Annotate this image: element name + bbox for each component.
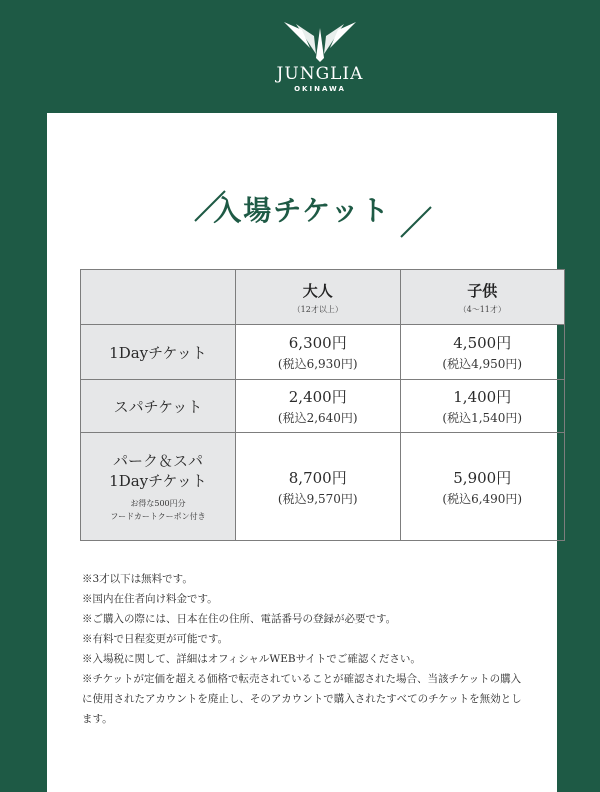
price-table xyxy=(80,269,565,541)
price-cell-child: 5,900円 (税込6,490円) xyxy=(400,433,565,541)
leaf-crest-icon xyxy=(280,18,360,62)
title-block xyxy=(47,181,557,251)
brand-sub: OKINAWA xyxy=(294,85,346,93)
row-label-line: パーク＆スパ xyxy=(112,451,203,470)
row-label-park-spa xyxy=(81,433,236,541)
price-cell-child: 4,500円 (税込4,950円) xyxy=(400,325,565,380)
table-row xyxy=(81,433,565,541)
ticket-card xyxy=(47,113,557,792)
table-header-row xyxy=(81,270,565,325)
brand-logo[interactable] xyxy=(270,18,370,102)
notes-list xyxy=(82,569,562,729)
page-title: 入場チケット xyxy=(213,194,391,227)
note-item: ※有料で日程変更が可能です。 xyxy=(82,633,229,645)
brand-name: JUNGLIA xyxy=(276,64,364,84)
column-header-adult: 大人 （12才以上） xyxy=(236,270,401,325)
table-row xyxy=(81,325,565,380)
note-item: ます。 xyxy=(82,713,113,725)
note-item: ※国内在住者向け料金です。 xyxy=(82,593,218,605)
note-item: ※3才以下は無料です。 xyxy=(82,573,193,585)
column-header-child: 子供 （4～11才） xyxy=(400,270,565,325)
row-label-1day: 1Dayチケット xyxy=(81,325,236,380)
row-label-line: 1Dayチケット xyxy=(109,471,207,490)
price-cell-adult: 6,300円 (税込6,930円) xyxy=(236,325,401,380)
note-item: ※入場税に関して、詳細はオフィシャルWEBサイトでご確認ください。 xyxy=(82,653,421,665)
header xyxy=(0,0,600,112)
note-item: ※チケットが定価を超える価格で転売されていることが確認された場合、当該チケットの購入 xyxy=(82,673,522,685)
header-blank-cell xyxy=(81,270,236,325)
row-label-spa: スパチケット xyxy=(81,380,236,433)
note-item: に使用されたアカウントを廃止し、そのアカウントで購入されたすべてのチケットを無効とし xyxy=(82,693,522,705)
price-cell-child: 1,400円 (税込1,540円) xyxy=(400,380,565,433)
note-item: ※ご購入の際には、日本在住の住所、電話番号の登録が必要です。 xyxy=(82,613,397,625)
price-cell-adult: 8,700円 (税込9,570円) xyxy=(236,433,401,541)
table-row xyxy=(81,380,565,433)
price-cell-adult: 2,400円 (税込2,640円) xyxy=(236,380,401,433)
title-slash-right xyxy=(399,205,433,239)
coupon-note: お得な500円分 フードカートクーポン付き xyxy=(110,498,206,521)
